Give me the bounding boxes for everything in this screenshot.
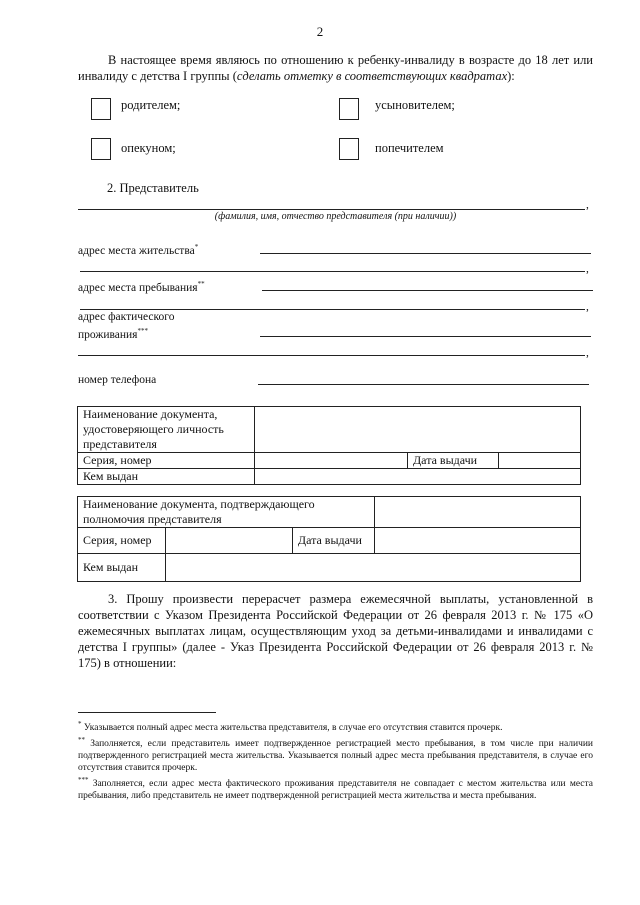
residence-field[interactable] <box>260 253 591 254</box>
residence-field-line-2[interactable] <box>80 271 585 272</box>
id-doc-name-label: Наименование документа, удостоверяющего личность представителя <box>78 407 255 453</box>
parent-checkbox[interactable] <box>91 98 111 120</box>
auth-series-cell[interactable] <box>166 528 293 554</box>
footnote-2: ** Заполняется, если представитель имеет подтвержденное регистрацией место пребывания, в том числе при наличии подтвержденного регистрацией места жительства. Указывается полный адрес места пребывания представителя, в случае его отсутствия ставится прочерк. <box>78 736 594 774</box>
stay-address-field[interactable] <box>262 290 593 291</box>
auth-issued-by-cell[interactable] <box>166 554 581 582</box>
auth-issue-date-cell[interactable] <box>375 528 581 554</box>
intro-paragraph: В настоящее время являюсь по отношению к ребенку-инвалиду в возрасте до 18 лет или инвалиду с детства I группы (сделать отметку в соответствующих квадратах): <box>78 53 593 83</box>
phone-field[interactable] <box>258 384 589 385</box>
phone-label: номер телефона <box>78 374 157 386</box>
id-issued-by-cell[interactable] <box>255 469 581 485</box>
id-series-label: Серия, номер <box>78 453 255 469</box>
id-series-cell[interactable] <box>255 453 408 469</box>
actual-address-field-line-2[interactable] <box>78 355 585 356</box>
auth-doc-name-cell[interactable] <box>375 497 581 528</box>
intro-italic-note: сделать отметку в соответствующих квадратах <box>236 69 508 83</box>
adopter-label: усыновителем; <box>375 98 455 112</box>
actual-address-label: адрес фактического проживания*** <box>78 311 175 341</box>
adopter-checkbox[interactable] <box>339 98 359 120</box>
actual-address-field[interactable] <box>260 336 591 337</box>
guardian-label: опекуном; <box>121 141 176 155</box>
guardian-checkbox[interactable] <box>91 138 111 160</box>
stay-address-label: адрес места пребывания** <box>78 280 205 294</box>
footnote-separator <box>78 712 216 713</box>
id-issued-by-label: Кем выдан <box>78 469 255 485</box>
trustee-checkbox[interactable] <box>339 138 359 160</box>
id-issue-date-cell[interactable] <box>499 453 581 469</box>
auth-issue-date-label: Дата выдачи <box>292 528 374 554</box>
page-number: 2 <box>316 24 324 39</box>
intro-text: В настоящее время являюсь по отношению к ребенку-инвалиду в возрасте до 18 лет или инвалиду с детства I группы ( <box>78 53 593 83</box>
auth-issued-by-label: Кем выдан <box>78 554 166 582</box>
section-3-paragraph: 3. Прошу произвести перерасчет размера ежемесячной выплаты, установленной в соответствии с Указом Президента Российской Федерации от 26 февраля 2013 г. № 175 «О ежемесячных выплатах лицам, осуществляющим уход за детьми-инвалидами и инвалидами с детства I группы» (далее - Указ Президента Российской Федерации от 26 февраля 2013 г. № 175) в отношении: <box>78 592 593 670</box>
name-caption: (фамилия, имя, отчество представителя (при наличии)) <box>214 211 457 222</box>
id-doc-name-cell[interactable] <box>255 407 581 453</box>
id-document-table <box>77 406 581 485</box>
footnote-3: *** Заполняется, если адрес места фактического проживания представителя не совпадает с местом жительства или места пребывания, либо представитель не имеет подтвержденной регистрацией места жительства и места пребывания. <box>78 776 593 802</box>
id-issue-date-label: Дата выдачи <box>408 453 499 469</box>
auth-doc-name-label: Наименование документа, подтверждающего полномочия представителя <box>78 497 375 528</box>
representative-name-field[interactable] <box>78 209 585 210</box>
footnotes <box>78 718 593 802</box>
residence-label: адрес места жительства* <box>78 243 199 257</box>
auth-series-label: Серия, номер <box>78 528 166 554</box>
section-2-heading: 2. Представитель <box>107 181 199 195</box>
trustee-label: попечителем <box>375 141 444 155</box>
authority-document-table <box>77 496 581 582</box>
parent-label: родителем; <box>121 98 181 112</box>
footnote-1: * Указывается полный адрес места жительства представителя, в случае его отсутствия ставится прочерк. <box>78 720 503 734</box>
